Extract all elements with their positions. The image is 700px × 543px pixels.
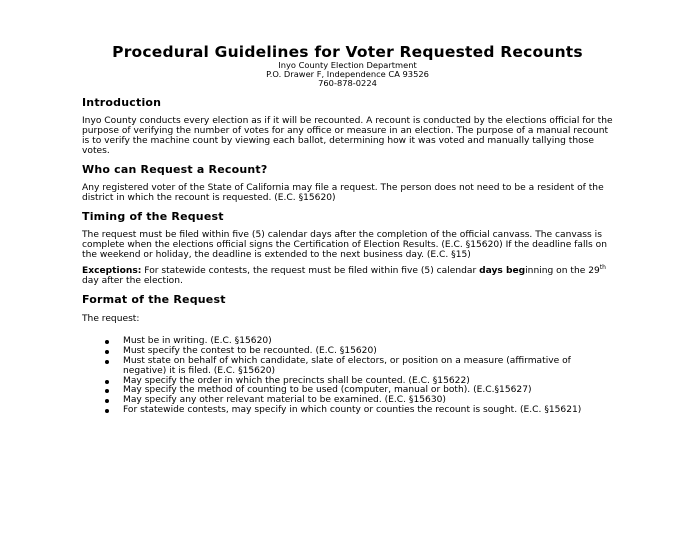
exceptions-paragraph bbox=[82, 264, 613, 287]
request-requirements-list bbox=[82, 337, 613, 416]
section-heading-introduction: Introduction bbox=[82, 96, 162, 109]
timing-paragraph: The request must be filed within five (5) calendar days after the completion of the official canvass. The canvass is complete when the elections official signs the Certification of Election Results. (E.C. §15620) If the deadline falls on the weekend or holiday, the deadline is extended to the next business day. (E.C. §15) bbox=[82, 230, 607, 261]
exceptions-text-part-2: inning on the 29 bbox=[525, 266, 600, 277]
section-heading-who-can-request: Who can Request a Recount? bbox=[82, 162, 268, 176]
bullet-icon bbox=[105, 360, 109, 364]
list-item-text: May specify the method of counting to be used (computer, manual or both). (E.C.§15627) bbox=[123, 385, 532, 396]
list-item-text: Must be in writing. (E.C. §15620) bbox=[123, 335, 272, 346]
list-item-text: Must specify the contest to be recounted. (E.C. §15620) bbox=[123, 345, 377, 356]
exceptions-text-part-3: day after the election. bbox=[82, 276, 183, 287]
exceptions-label: Exceptions: bbox=[82, 266, 142, 277]
exceptions-bold-text: days beg bbox=[479, 266, 526, 277]
bullet-icon bbox=[105, 399, 109, 403]
bullet-icon bbox=[105, 340, 109, 344]
section-heading-format: Format of the Request bbox=[82, 292, 226, 306]
exceptions-text-part-1: For statewide contests, the request must be filed within five (5) calendar bbox=[141, 266, 480, 277]
header-line-phone: 760-878-0224 bbox=[318, 78, 377, 88]
bullet-icon bbox=[105, 380, 109, 384]
list-item-text: May specify any other relevant material to be examined. (E.C. §15630) bbox=[123, 395, 446, 406]
list-item bbox=[82, 357, 613, 377]
header-line-department: Inyo County Election Department bbox=[278, 60, 417, 70]
ordinal-suffix: th bbox=[599, 264, 606, 272]
header-line-address: P.O. Drawer F, Independence CA 93526 bbox=[266, 69, 429, 79]
bullet-icon bbox=[105, 350, 109, 354]
list-item bbox=[82, 406, 613, 416]
format-intro: The request: bbox=[82, 313, 140, 324]
bullet-icon bbox=[105, 389, 109, 393]
list-item-text: May specify the order in which the precincts shall be counted. (E.C. §15622) bbox=[123, 375, 470, 386]
bullet-icon bbox=[105, 409, 109, 413]
document-title: Procedural Guidelines for Voter Requested Recounts bbox=[112, 43, 583, 61]
who-can-request-paragraph: Any registered voter of the State of California may file a request. The person does not need to be a resident of the district in which the recount is requested. (E.C. §15620) bbox=[82, 182, 604, 203]
document-page bbox=[0, 43, 700, 543]
list-item-text: For statewide contests, may specify in which county or counties the recount is sought. (E.C. §15621) bbox=[123, 405, 582, 416]
section-heading-timing: Timing of the Request bbox=[82, 210, 224, 224]
introduction-paragraph: Inyo County conducts every election as if it will be recounted. A recount is conducted by the elections official for the purpose of verifying the number of votes for any office or measure in an election. The purpose of a manual recount is to verify the machine count by viewing each ballot, determining how it was voted and manually tallying those votes. bbox=[82, 116, 613, 156]
list-item-text: Must state on behalf of which candidate, slate of electors, or position on a measure (affirmative of negative) it is filed. (E.C. §15620) bbox=[123, 355, 571, 376]
